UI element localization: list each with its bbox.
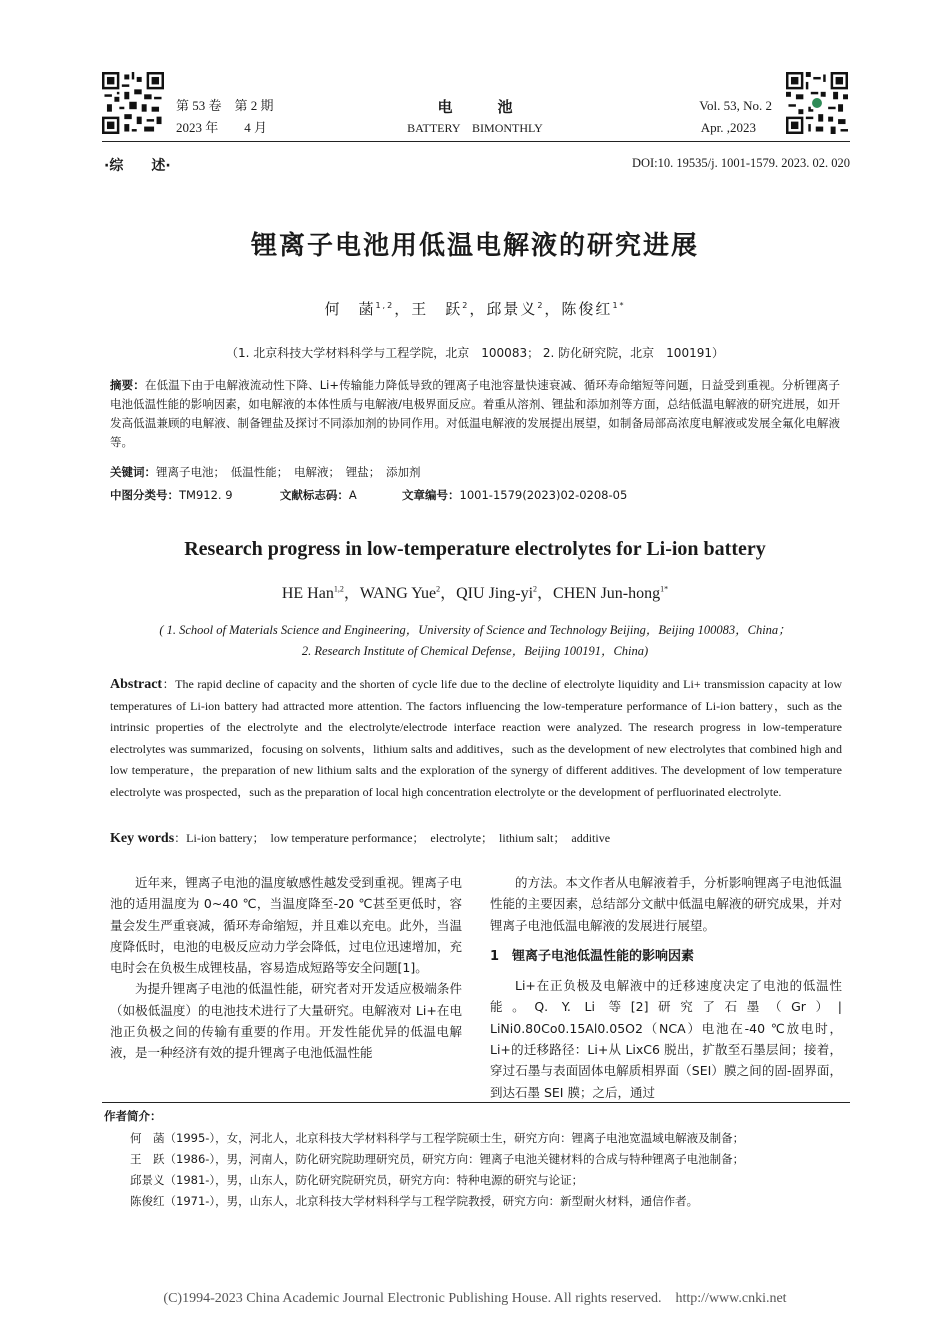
article-no-label: 文章编号： xyxy=(402,488,460,502)
bio-list xyxy=(130,1128,744,1212)
paper-title-en: Research progress in low-temperature electrolytes for Li-ion battery xyxy=(184,538,766,560)
paper-title-cn: 锂离子电池用低温电解液的研究进展 xyxy=(250,231,699,261)
keywords-en xyxy=(110,828,842,850)
bio-line: 何 菡（1995-），女，河北人，北京科技大学材料科学与工程学院硕士生，研究方向：锂离子电池宽温域电解液及制备； xyxy=(130,1131,745,1145)
authors-en: HE Han$^{1,2}$，WANG Yue$^2$，QIU Jing-$yi^2$，CHEN Jun-hong$^{1*}$ xyxy=(281,584,669,602)
affiliation-en-line-2: 2. Research Institute of Chemical Defense，Beijing 100191，China) xyxy=(301,644,649,658)
abstract-cn-text: 在低温下由于电解液流动性下降、Li+传输能力降低导致的锂离子电池容量快速衰减、循环寿命缩短等问题，日益受到重视。分析锂离子电池低温性能的影响因素，如电解液的本体性质与电解液/电极界面反应。着重从溶剂、锂盐和添加剂等方面，总结低温电解液的研究进展，如开发高低温兼顾的电解液、制备锂盐及探讨不同添加剂的协同作用。对低温电解液的发展提出展望，如制备局部高浓度电解液或发展全氟化电解液等。 xyxy=(110,378,841,449)
keywords-cn-label: 关键词： xyxy=(110,465,156,479)
keywords-cn-text: 锂离子电池； 低温性能； 电解液； 锂盐； 添加剂 xyxy=(156,465,421,479)
abstract-cn xyxy=(110,376,840,452)
doc-code-value: A xyxy=(348,488,357,502)
journal-title-cn: 电 池 xyxy=(437,98,513,116)
authors-cn: 何 菡$^{1,2}$，王 跃$^2$，邱景义$^2$，陈俊红$^{1*}$ xyxy=(324,300,626,318)
doi: DOI:10. 19535/j. 1001-1579. 2023. 02. 020 xyxy=(631,156,850,170)
abstract-en-label: Abstract xyxy=(110,677,163,692)
qr-code-right xyxy=(786,72,848,134)
header-rule xyxy=(102,141,850,142)
header-date-en: Apr. ,2023 xyxy=(700,120,756,135)
header-volume-cn: 第 53 卷 第 2 期 xyxy=(176,98,274,113)
affiliation-en-line-1: ( 1. School of Materials Science and Engineering，University of Science and Technology Beijing，Beijing 100083，China； xyxy=(159,623,791,637)
clc-label: 中图分类号： xyxy=(110,488,179,502)
article-no-value: 1001-1579(2023)02-0208-05 xyxy=(459,488,628,502)
header-date-cn: 2023 年 4 月 xyxy=(176,120,268,135)
bio-line: 邱景义（1981-），男，山东人，防化研究院研究员，研究方向：特种电源的研究与论证； xyxy=(130,1173,584,1187)
section-label: ·综 述· xyxy=(104,158,171,174)
bio-line: 王 跃（1986-），男，河南人，防化研究院助理研究员，研究方向：锂离子电池关键材料的合成与特种锂离子电池制备； xyxy=(130,1152,745,1166)
keywords-en-label: Key words xyxy=(110,831,175,846)
body-paragraph: 的方法。本文作者从电解液着手，分析影响锂离子电池低温性能的主要因素，总结部分文献中低温电解液的研究成果，并对锂离子电池低温电解液的发展进行展望。 xyxy=(490,875,842,933)
bio-title: 作者简介： xyxy=(104,1109,162,1123)
body-paragraph: Li+在正负极及电解液中的迁移速度决定了电池的低温性能。Q. Y. Li 等[2]研究了石墨（Gr）| LiNi0.80Co0.15Al0.05O2（NCA）电池在-40 ℃放电时，Li+的迁移路径：Li+从 LixC6 脱出，扩散至石墨层间；接着，穿过石墨与表面固体电解质相界面（SEI）膜之间的固-固界面，到达石墨 SEI 膜；之后，通过 xyxy=(490,978,842,1100)
body-left-column xyxy=(110,872,462,1064)
body-right-column xyxy=(490,872,842,1103)
body-paragraph: 近年来，锂离子电池的温度敏感性越发受到重视。锂离子电池的适用温度为 0~40 ℃，当温度降至-20 ℃甚至更低时，容量会发生严重衰减，循环寿命缩短，并且难以充电。此外，当温度降低时，电池的电极反应动力学会降低，过电位迅速增加，充电时会在负极生成锂枝晶，容易造成短路等安全问题[1]。 xyxy=(110,875,462,976)
keywords-cn xyxy=(110,463,840,482)
doc-code-label: 文献标志码： xyxy=(279,488,349,502)
abstract-en xyxy=(110,674,842,804)
classification-line xyxy=(110,486,840,505)
copyright-footer: (C)1994-2023 China Academic Journal Electronic Publishing House. All rights reserved. http://www.cnki.net xyxy=(163,1291,787,1306)
bio-line: 陈俊红（1971-），男，山东人，北京科技大学材料科学与工程学院教授，研究方向：新型耐火材料，通信作者。 xyxy=(130,1194,699,1208)
affiliations-en xyxy=(0,620,950,662)
bio-rule xyxy=(102,1102,850,1103)
journal-title-en: BATTERY BIMONTHLY xyxy=(407,121,543,135)
abstract-cn-label: 摘要： xyxy=(110,378,145,392)
affiliations-cn: （1. 北京科技大学材料科学与工程学院，北京 100083； 2. 防化研究院，北京 100191） xyxy=(226,346,724,360)
keywords-en-text: ：Li-ion battery； low temperature performance； electrolyte； lithium salt； additive xyxy=(174,831,611,845)
qr-code-left xyxy=(102,72,164,134)
header-volume-en: Vol. 53, No. 2 xyxy=(699,98,772,113)
abstract-en-text: ：The rapid decline of capacity and the shorten of cycle life due to the decline of electrolyte liquidity and Li+ transmission capacity at low temperatures of Li-ion battery had attracted more attention. The factors influencing the low-temperature performance of Li-ion battery，such as the intrinsic properties of the electrolyte and the electrolyte/electrode interface reaction were analyzed. The research progress in low-temperature electrolytes was summarized，focusing on solvents，lithium salts and additives，such as the development of new electrolytes that combined high and low temperature，the preparation of new lithium salts and the exploration of the synergy of different additives. The development of low temperature electrolyte was prospected，such as the preparation of local high concentration electrolyte or the development of perfluorinated electrolyte. xyxy=(110,677,842,799)
clc-value: TM912. 9 xyxy=(179,488,233,502)
section-heading: 1 锂离子电池低温性能的影响因素 xyxy=(490,948,695,964)
body-paragraph: 为提升锂离子电池的低温性能，研究者对开发适应极端条件（如极低温度）的电池技术进行了大量研究。电解液对 Li+在电池正负极之间的传输有重要的作用。开发性能优异的低温电解液，是一种经济有效的提升锂离子电池低温性能 xyxy=(110,981,462,1061)
